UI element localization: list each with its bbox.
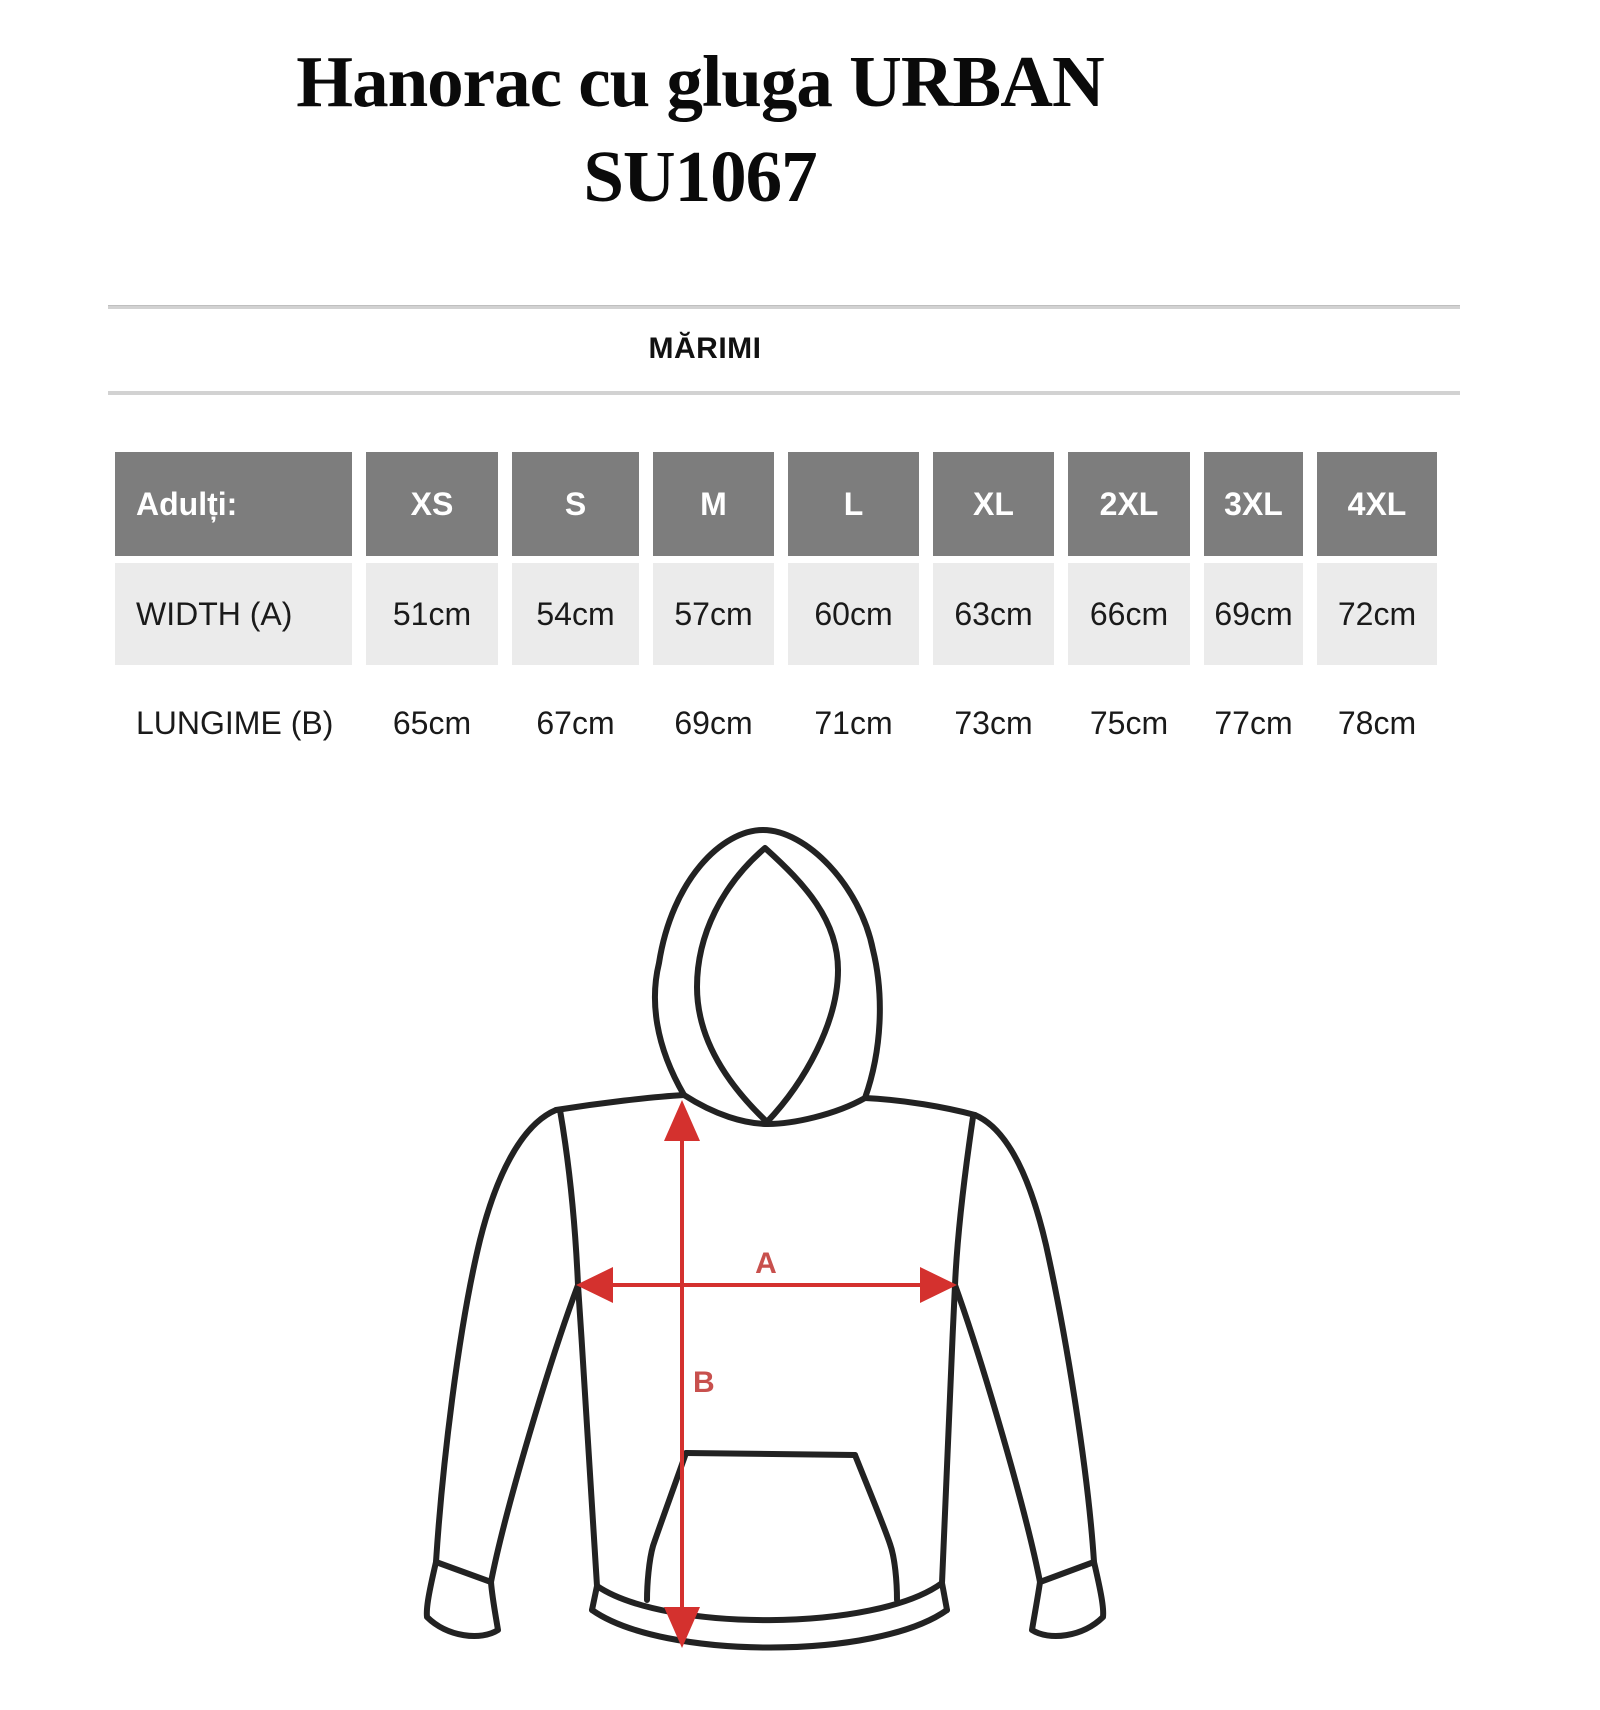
width-value-l: 60cm — [788, 563, 919, 665]
width-value-s: 54cm — [512, 563, 639, 665]
hood-opening-path — [697, 848, 838, 1122]
left-sleeve-inner — [491, 1285, 578, 1582]
size-header-4xl: 4XL — [1317, 452, 1437, 556]
table-corner-label: Adulți: — [115, 452, 352, 556]
pocket-top-edge — [686, 1453, 855, 1455]
length-value-xs: 65cm — [366, 672, 498, 774]
right-shoulder-path — [865, 1098, 975, 1115]
pocket-right-edge — [855, 1455, 897, 1600]
size-header-l: L — [788, 452, 919, 556]
right-sleeve-inner — [955, 1285, 1040, 1582]
length-arrow-b-top-head — [664, 1100, 700, 1141]
size-header-xl: XL — [933, 452, 1054, 556]
right-armhole-seam — [955, 1117, 973, 1285]
measurement-arrows — [576, 1100, 957, 1648]
width-value-2xl: 66cm — [1068, 563, 1190, 665]
width-value-3xl: 69cm — [1204, 563, 1303, 665]
length-value-m: 69cm — [653, 672, 774, 774]
left-shoulder-path — [556, 1095, 684, 1110]
sizes-section-heading: MĂRIMI — [648, 332, 762, 365]
left-sleeve-outer — [436, 1110, 556, 1562]
size-header-3xl: 3XL — [1204, 452, 1303, 556]
hem-left-end — [592, 1586, 597, 1610]
product-title-line1: Hanorac cu gluga URBAN — [296, 41, 1104, 122]
length-value-4xl: 78cm — [1317, 672, 1437, 774]
size-header-s: S — [512, 452, 639, 556]
width-row-label: WIDTH (A) — [115, 563, 352, 665]
left-armhole-seam — [560, 1110, 578, 1285]
body-left-edge — [578, 1285, 597, 1586]
right-sleeve-outer — [975, 1115, 1094, 1562]
size-header-xs: XS — [366, 452, 498, 556]
width-label-a: A — [755, 1247, 777, 1280]
width-value-m: 57cm — [653, 563, 774, 665]
hoodie-outline-drawing — [427, 830, 1103, 1648]
size-header-2xl: 2XL — [1068, 452, 1190, 556]
size-header-m: M — [653, 452, 774, 556]
right-cuff-seam — [1040, 1562, 1094, 1582]
width-value-4xl: 72cm — [1317, 563, 1437, 665]
product-title-line2: SU1067 — [583, 136, 817, 217]
length-value-s: 67cm — [512, 672, 639, 774]
hem-right-end — [942, 1583, 947, 1610]
length-value-xl: 73cm — [933, 672, 1054, 774]
width-value-xs: 51cm — [366, 563, 498, 665]
left-cuff-seam — [436, 1562, 491, 1582]
length-row-label: LUNGIME (B) — [115, 672, 352, 774]
length-value-3xl: 77cm — [1204, 672, 1303, 774]
hem-bottom-curve — [592, 1610, 947, 1648]
length-label-b: B — [693, 1366, 715, 1399]
body-right-edge — [942, 1285, 955, 1583]
length-value-l: 71cm — [788, 672, 919, 774]
length-value-2xl: 75cm — [1068, 672, 1190, 774]
width-value-xl: 63cm — [933, 563, 1054, 665]
